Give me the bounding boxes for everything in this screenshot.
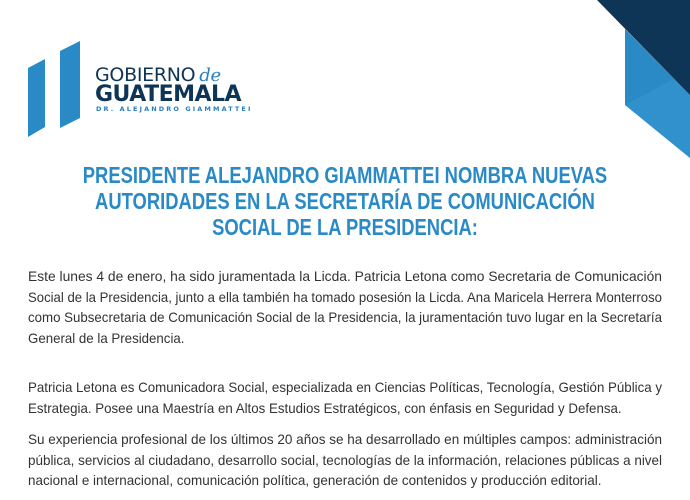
text-line: nacional e internacional, comunicación política, generación de contenidos y producción editorial. [28, 472, 602, 488]
paragraph-2 [28, 377, 662, 418]
logo-bars-icon [0, 0, 90, 150]
title-line: SOCIAL DE LA PRESIDENCIA: [212, 214, 478, 240]
text-line: General de la Presidencia. [28, 329, 185, 346]
logo-line1: GOBIERNO de [95, 64, 221, 86]
page-title [0, 162, 690, 240]
logo-line3: DR. ALEJANDRO GIAMMATTEI [96, 105, 253, 113]
text-line: como Subsecretaria de Comunicación Social de la Presidencia, la juramentación tuvo lugar en la Secretaría [28, 309, 662, 325]
text-line: pública, servicios al ciudadano, desarrollo social, tecnologías de la información, relaciones públicas a nivel [28, 451, 662, 468]
text-line: Este lunes 4 de enero, ha sido juramentada la Licda. Patricia Letona como Secretaria de Comunicación [28, 268, 662, 284]
text-line: Estrategia. Posee una Maestría en Altos Estudios Estratégicos, con énfasis en Seguridad y Defensa. [28, 399, 622, 416]
paragraph-3 [28, 429, 662, 491]
logo-line2: GUATEMALA [95, 82, 242, 107]
text-line: Patricia Letona es Comunicadora Social, especializada en Ciencias Políticas, Tecnología, Gestión Pública y [28, 379, 662, 395]
gobierno-guatemala-logo [0, 0, 300, 150]
title-line: AUTORIDADES EN LA SECRETARÍA DE COMUNICACIÓN [95, 188, 595, 214]
title-line: PRESIDENTE ALEJANDRO GIAMMATTEI NOMBRA NUEVAS [82, 162, 608, 188]
text-line: Su experiencia profesional de los últimos 20 años se ha desarrollado en múltiples campos: administración [28, 431, 662, 447]
paragraph-1 [28, 266, 662, 348]
text-line: Social de la Presidencia, junto a ella también ha tomado posesión la Licda. Ana Maricela Herrera Monterroso [28, 288, 662, 305]
